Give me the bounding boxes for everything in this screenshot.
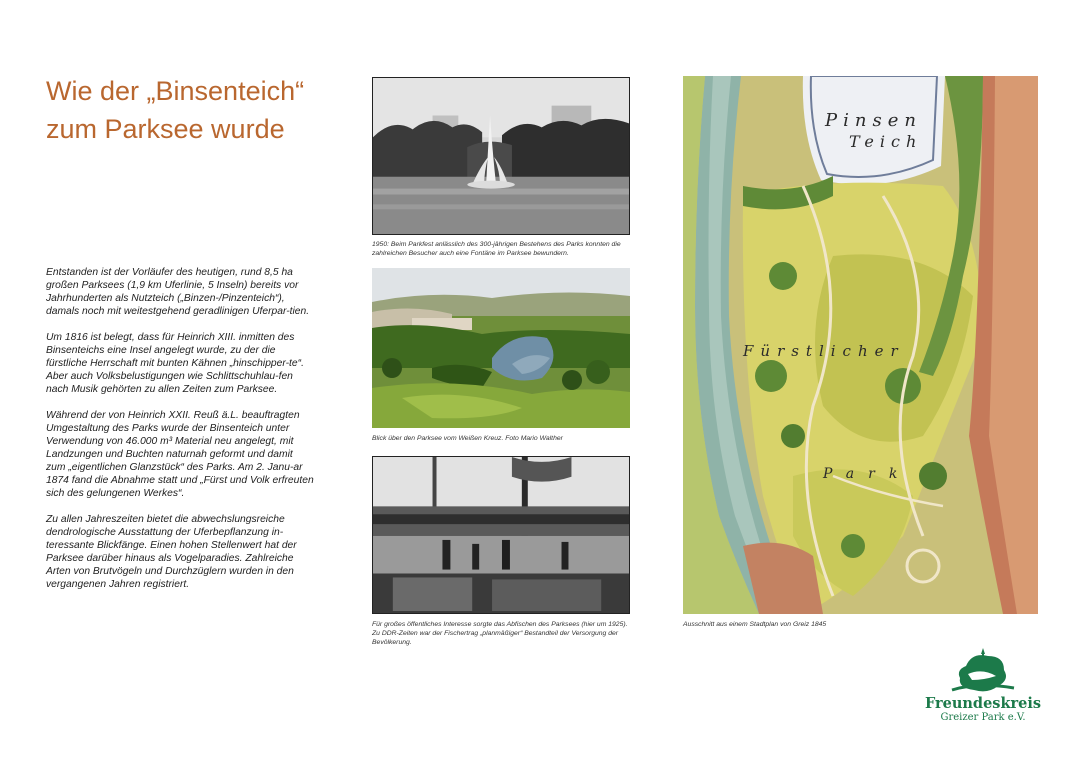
map-greiz-1845 [683, 76, 1038, 614]
paragraph-2: Um 1816 ist belegt, dass für Heinrich XIII. inmitten des Binsenteichs eine Insel angelegt wurde, zu der die fürstliche Herrschaft mit bunten Kähnen „hinschipper-te“. Aber auch Volksbelustigungen wie Schlittschuhlau-fen nach Musik gehörten zu allen Zeiten zum Parksee. [46, 332, 304, 395]
title-line-2: zum Parksee wurde [46, 114, 285, 144]
caption-photo-2: Blick über den Parksee vom Weißen Kreuz. Foto Mario Walther [372, 435, 563, 442]
tree-logo-icon [948, 646, 1018, 696]
map-label-fuerstlicher: Fürstlicher [743, 342, 905, 360]
paragraph-1: Entstanden ist der Vorläufer des heutigen, rund 8,5 ha großen Parksees (1,9 km Uferlinie, 5 Inseln) bereits vor Jahrhunderten als Nutzteich („Binzen-/Pinzenteich“), damals noch mit weitestgehend geradlinigen Uferpar-tien. [46, 267, 310, 317]
logo-subtitle: Greizer Park e.V. [940, 712, 1026, 723]
caption-map: Ausschnitt aus einem Stadtplan von Greiz 1845 [683, 621, 827, 628]
caption-photo-3: Für großes öffentliches Interesse sorgte das Abfischen des Parksees (hier um 1925). Zu DDR-Zeiten war der Fischertrag „planmäßiger“ Bestandteil der Versorgung der Bevölkerung. [372, 621, 628, 646]
photo-fishing-1925 [372, 456, 630, 614]
caption-photo-1: 1950: Beim Parkfest anlässlich des 300-jährigen Bestehens des Parks konnten die zahlreichen Besucher auch eine Fontäne im Parksee bewundern. [372, 241, 621, 257]
map-label-park: Park [823, 466, 912, 482]
map-label-teich: Teich [849, 132, 923, 151]
logo-name: Freundeskreis [924, 695, 1042, 712]
photo-fountain-1950 [372, 77, 630, 235]
photo-lake-aerial [372, 268, 630, 428]
body-text [46, 266, 314, 604]
page-title [46, 72, 346, 148]
map-label-pinsen: Pinsen [825, 110, 922, 131]
logo [920, 646, 1046, 736]
paragraph-3: Während der von Heinrich XXII. Reuß ä.L. beauftragten Umgestaltung des Parks wurde der Binsenteich unter Verwendung von 46.000 m³ Material neu angelegt, mit Landzungen und Buchten naturnah geformt und damit zum „eigentlichen Glanzstück“ des Parks. Am 2. Janu-ar 1874 fand die Abnahme statt und „Fürst und Volk erfreuten sich des gelungenen Werkes“. [46, 410, 314, 499]
title-line-1: Wie der „Binsenteich“ [46, 76, 305, 106]
paragraph-4: Zu allen Jahreszeiten bietet die abwechslungsreiche dendrologische Ausstattung der Uferbepflanzung in-teressante Blickfänge. Einen hohen Stellenwert hat der Parksee darüber hinaus als Vogelparadies. Zahlreiche Arten von Brutvögeln und Durchzüglern wurden in den vergangenen Jahren registriert. [46, 514, 297, 590]
